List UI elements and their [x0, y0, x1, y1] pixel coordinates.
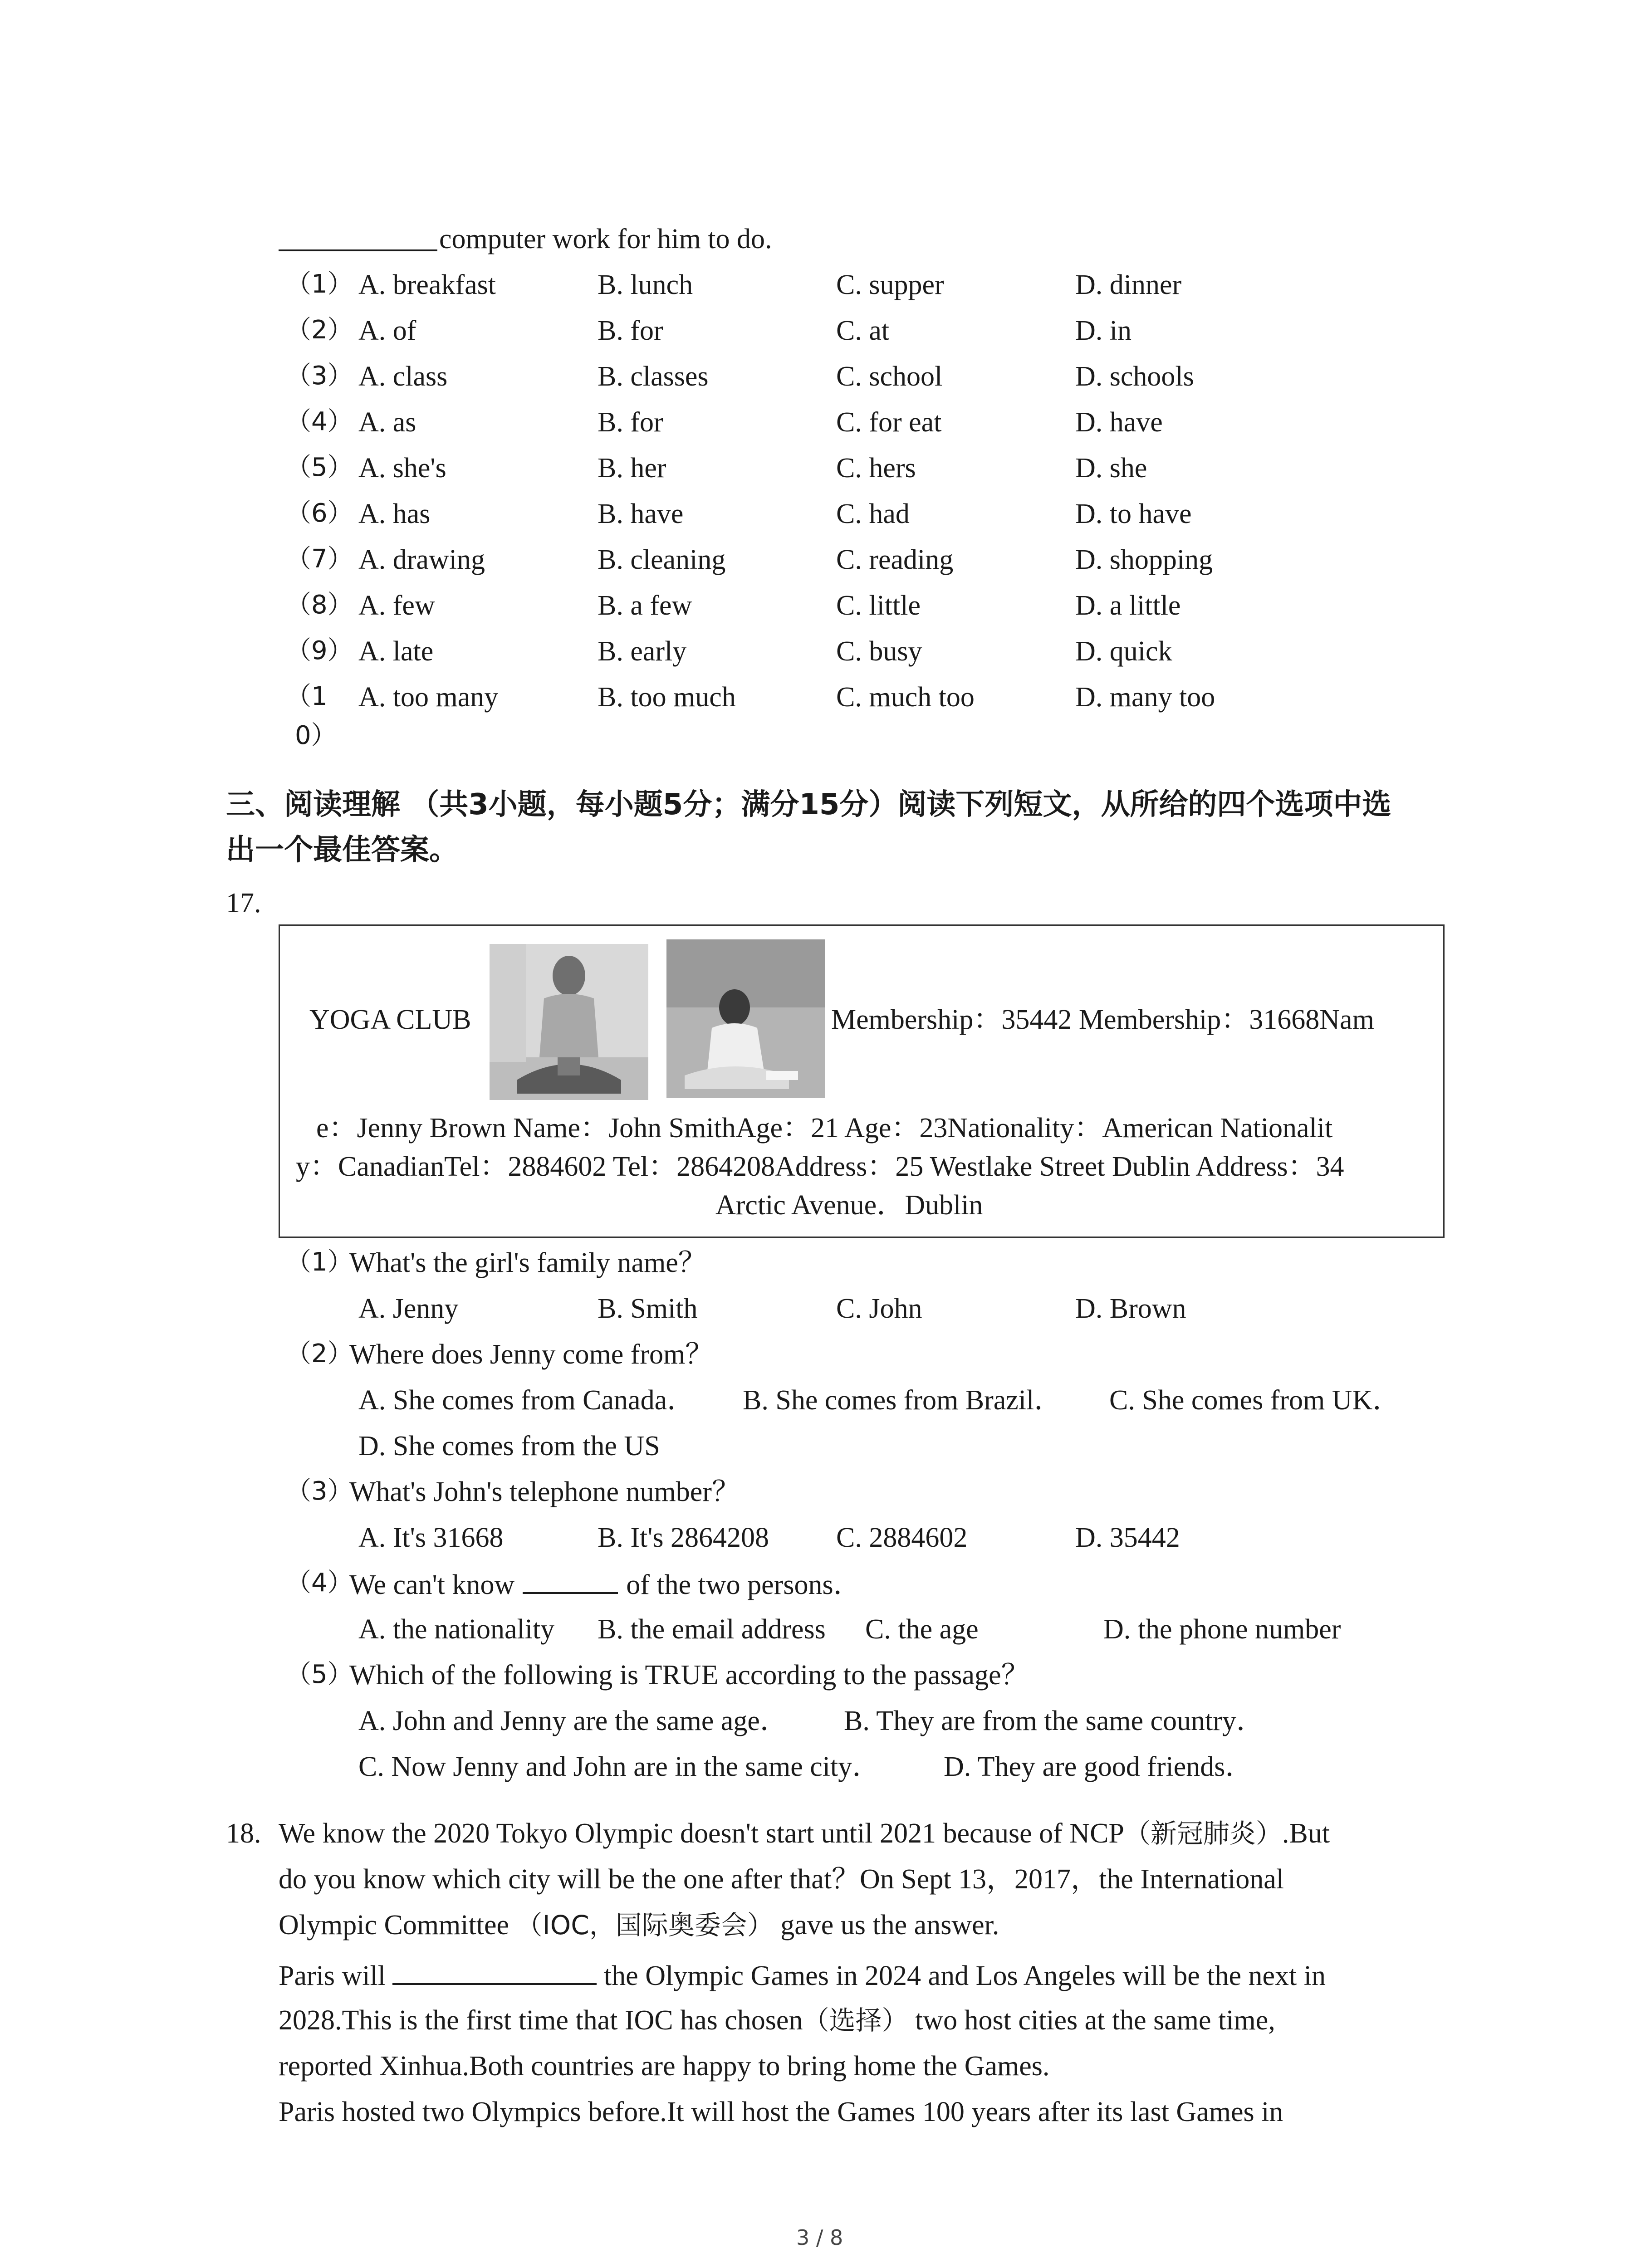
passage-line [279, 1960, 1326, 1990]
info-line: Arctic Avenue．Dublin [715, 1190, 983, 1221]
passage-text: two host cities at the same time, [915, 2005, 1275, 2036]
chinese-gloss: （选择） [803, 2005, 908, 2036]
club-name: YOGA CLUB [309, 1004, 471, 1035]
passage-line: reported Xinhua.Both countries are happy to bring home the Games. [279, 2051, 1050, 2082]
option-b[interactable]: B. for [598, 407, 663, 438]
sub-question-text: What's the girl's family name？ [349, 1247, 706, 1278]
option-d[interactable]: D. schools [1075, 361, 1194, 392]
option-b[interactable]: B. have [598, 499, 684, 529]
option-b[interactable]: B. the email address [598, 1614, 826, 1645]
option-b[interactable]: B. for [598, 315, 663, 346]
option-number: （3） [286, 361, 353, 391]
option-a[interactable]: A. has [358, 499, 431, 529]
option-a[interactable]: A. she's [358, 453, 446, 484]
passage-line: do you know which city will be the one after that？On Sept 13，2017，the International [279, 1864, 1284, 1895]
option-d[interactable]: D. have [1075, 407, 1163, 438]
passage-line [279, 2006, 1275, 2034]
chinese-gloss: （新冠肺炎） [1124, 1818, 1282, 1849]
option-number: （7） [286, 544, 353, 574]
question-number: 18. [226, 1818, 261, 1849]
option-d[interactable]: D. many too [1075, 682, 1215, 713]
option-a[interactable]: A. few [358, 590, 435, 621]
option-a[interactable]: A. breakfast [358, 269, 496, 300]
option-c[interactable]: C. She comes from UK． [1109, 1385, 1401, 1416]
option-a[interactable]: A. Jenny [358, 1293, 459, 1324]
option-b[interactable]: B. It's 2864208 [598, 1522, 769, 1553]
option-a[interactable]: A. She comes from Canada． [358, 1385, 696, 1416]
option-b[interactable]: B. a few [598, 590, 692, 621]
sub-question-number: （1） [286, 1247, 353, 1277]
option-c[interactable]: C. had [836, 499, 910, 529]
option-number: （1 [286, 682, 328, 711]
sub-question-text [349, 1569, 862, 1599]
option-number: （6） [286, 499, 353, 528]
option-d[interactable]: D. in [1075, 315, 1132, 346]
option-b[interactable]: B. lunch [598, 269, 693, 300]
option-c[interactable]: C. much too [836, 682, 975, 713]
option-d[interactable]: D. She comes from the US [358, 1431, 660, 1461]
option-number: （4） [286, 407, 353, 436]
option-d[interactable]: D. a little [1075, 590, 1181, 621]
question-number: 17. [226, 888, 261, 919]
option-d[interactable]: D. shopping [1075, 544, 1213, 575]
answer-blank [279, 227, 437, 251]
option-c[interactable]: C. little [836, 590, 921, 621]
option-d[interactable]: D. 35442 [1075, 1522, 1180, 1553]
sub-question-number: （5） [286, 1660, 353, 1689]
photo-boy-yoga [666, 939, 825, 1098]
option-b[interactable]: B. She comes from Brazil． [743, 1385, 1063, 1416]
option-c[interactable]: C. 2884602 [836, 1522, 968, 1553]
option-a[interactable]: A. It's 31668 [358, 1522, 504, 1553]
answer-blank [523, 1569, 618, 1594]
option-d[interactable]: D. They are good friends． [944, 1751, 1254, 1782]
info-line: y：CanadianTel：2884602 Tel：2864208Address：25 Westlake Street Dublin Address：34 [296, 1151, 1344, 1182]
option-b[interactable]: B. cleaning [598, 544, 726, 575]
option-b[interactable]: B. They are from the same country． [844, 1706, 1264, 1736]
option-number: （2） [286, 315, 353, 345]
chinese-gloss: （IOC，国际奥委会） [516, 1910, 774, 1941]
sub-question-number: （4） [286, 1568, 353, 1598]
option-c[interactable]: C. school [836, 361, 943, 392]
option-d[interactable]: D. to have [1075, 499, 1192, 529]
option-c[interactable]: C. at [836, 315, 890, 346]
passage-text: the Olympic Games in 2024 and Los Angeles will be the next in [603, 1960, 1326, 1991]
option-c[interactable]: C. busy [836, 636, 922, 667]
photo-girl-yoga [490, 944, 648, 1100]
option-b[interactable]: B. too much [598, 682, 736, 713]
option-a[interactable]: A. the nationality [358, 1614, 555, 1645]
option-b[interactable]: B. her [598, 453, 666, 484]
passage-text: .But [1282, 1818, 1330, 1849]
membership-line: Membership：35442 Membership：31668Nam [831, 1004, 1374, 1035]
info-line: e：Jenny Brown Name：John SmithAge：21 Age：23Nationality：American Nationalit [316, 1113, 1333, 1144]
option-b[interactable]: B. early [598, 636, 687, 667]
passage-text: gave us the answer. [780, 1910, 999, 1941]
sub-question-number: （3） [286, 1476, 353, 1506]
option-c[interactable]: C. for eat [836, 407, 942, 438]
option-c[interactable]: C. supper [836, 269, 944, 300]
passage-text: We know the 2020 Tokyo Olympic doesn't start until 2021 because of NCP [279, 1818, 1124, 1849]
passage-text: Paris will [279, 1960, 386, 1991]
passage-text: Olympic Committee [279, 1910, 509, 1941]
question-text: computer work for him to do. [439, 224, 772, 254]
option-b[interactable]: B. classes [598, 361, 709, 392]
option-number: （1） [286, 269, 353, 299]
passage-line [279, 1819, 1330, 1848]
page-number: 3 / 8 [796, 2225, 843, 2250]
option-b[interactable]: B. Smith [598, 1293, 698, 1324]
option-number: （5） [286, 453, 353, 482]
passage-text: 2028.This is the first time that IOC has chosen [279, 2005, 803, 2036]
passage-line: Paris hosted two Olympics before.It will host the Games 100 years after its last Games in [279, 2097, 1283, 2127]
option-a[interactable]: A. drawing [358, 544, 485, 575]
option-c[interactable]: C. hers [836, 453, 916, 484]
option-c[interactable]: C. Now Jenny and John are in the same city． [358, 1751, 881, 1782]
option-number-cont: 0） [295, 721, 337, 750]
option-number: （8） [286, 590, 353, 620]
option-d[interactable]: D. she [1075, 453, 1147, 484]
section-heading: 三、阅读理解 （共3小题，每小题5分；满分15分）阅读下列短文，从所给的四个选项中选 [226, 788, 1391, 821]
section-heading-cont: 出一个最佳答案。 [226, 833, 458, 867]
sub-question-text: What's John's telephone number？ [349, 1476, 740, 1507]
option-d[interactable]: D. dinner [1075, 269, 1182, 300]
option-c[interactable]: C. the age [865, 1614, 979, 1645]
sub-question-text: We can't know [349, 1569, 515, 1600]
passage-line [279, 1911, 999, 1939]
answer-blank [392, 1960, 597, 1985]
sub-question-number: （2） [286, 1339, 353, 1369]
option-c[interactable]: C. John [836, 1293, 922, 1324]
option-d[interactable]: D. the phone number [1103, 1614, 1341, 1645]
option-a[interactable]: A. class [358, 361, 448, 392]
yoga-club-card [279, 924, 1445, 1238]
option-a[interactable]: A. of [358, 315, 416, 346]
option-a[interactable]: A. late [358, 636, 434, 667]
option-a[interactable]: A. John and Jenny are the same age． [358, 1706, 788, 1736]
sub-question-text: of the two persons． [626, 1569, 862, 1600]
option-number: （9） [286, 636, 353, 665]
option-c[interactable]: C. reading [836, 544, 954, 575]
sub-question-text: Where does Jenny come from？ [349, 1339, 714, 1370]
option-a[interactable]: A. too many [358, 682, 499, 713]
option-d[interactable]: D. Brown [1075, 1293, 1186, 1324]
option-d[interactable]: D. quick [1075, 636, 1172, 667]
option-a[interactable]: A. as [358, 407, 416, 438]
sub-question-text: Which of the following is TRUE according to the passage？ [349, 1660, 1029, 1691]
